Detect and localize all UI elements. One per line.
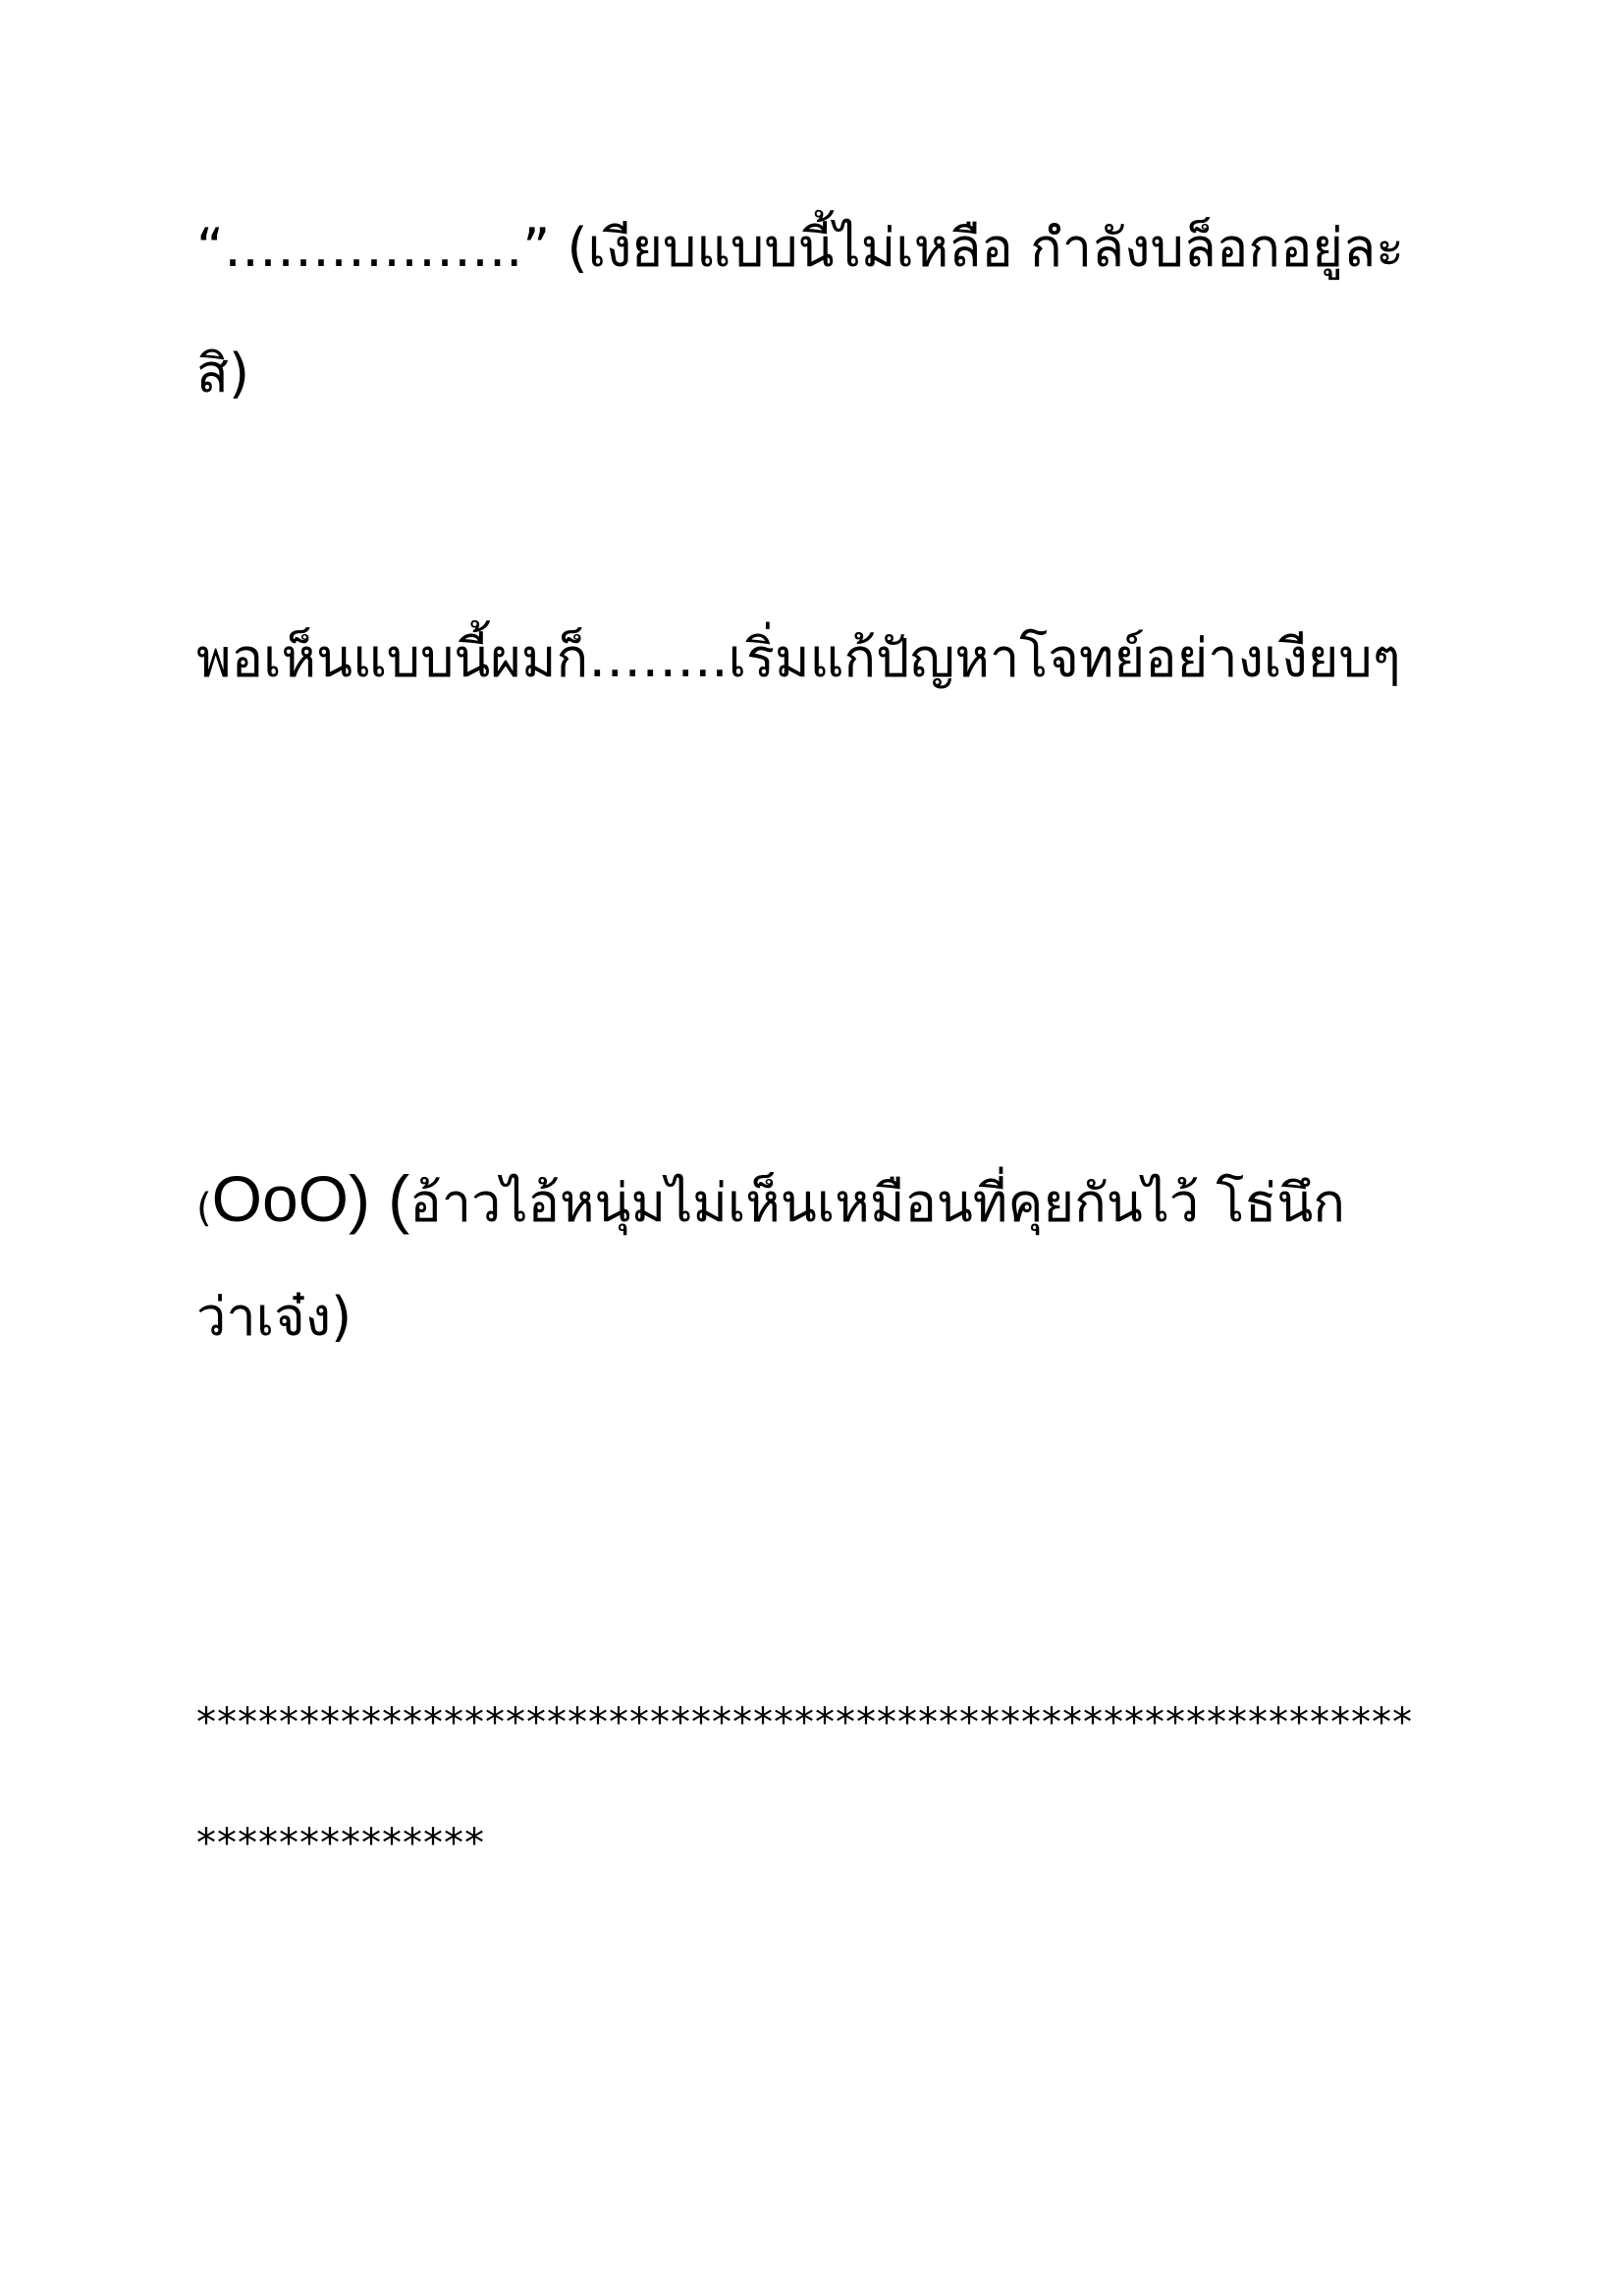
open-paren: ( [196,1186,212,1231]
text-line-4 [196,1162,1345,1235]
separator-line-1: *********************************************************** [196,1700,1413,1745]
emphasis-text: OoO) ( [211,1162,410,1235]
text-line-2: สิ) [196,343,250,404]
text-line-1: “……………..” (เงียบแบบนี้ไม่เหลือ กำลังบล็อกอยู่ละ [196,217,1405,279]
text-line-5: ว่าเจ๋ง) [196,1286,352,1348]
text-line-3: พอเห็นแบบนี้ผมก็……..เริ่มแก้ปัญหาโจทย์อย่างเงียบๆ [196,627,1401,689]
line4-rest: อ้าวไอ้หนุ่มไม่เห็นเหมือนที่คุยกันไว้ โธ่นึก [409,1172,1345,1234]
separator-line-2: ************** [196,1821,485,1866]
